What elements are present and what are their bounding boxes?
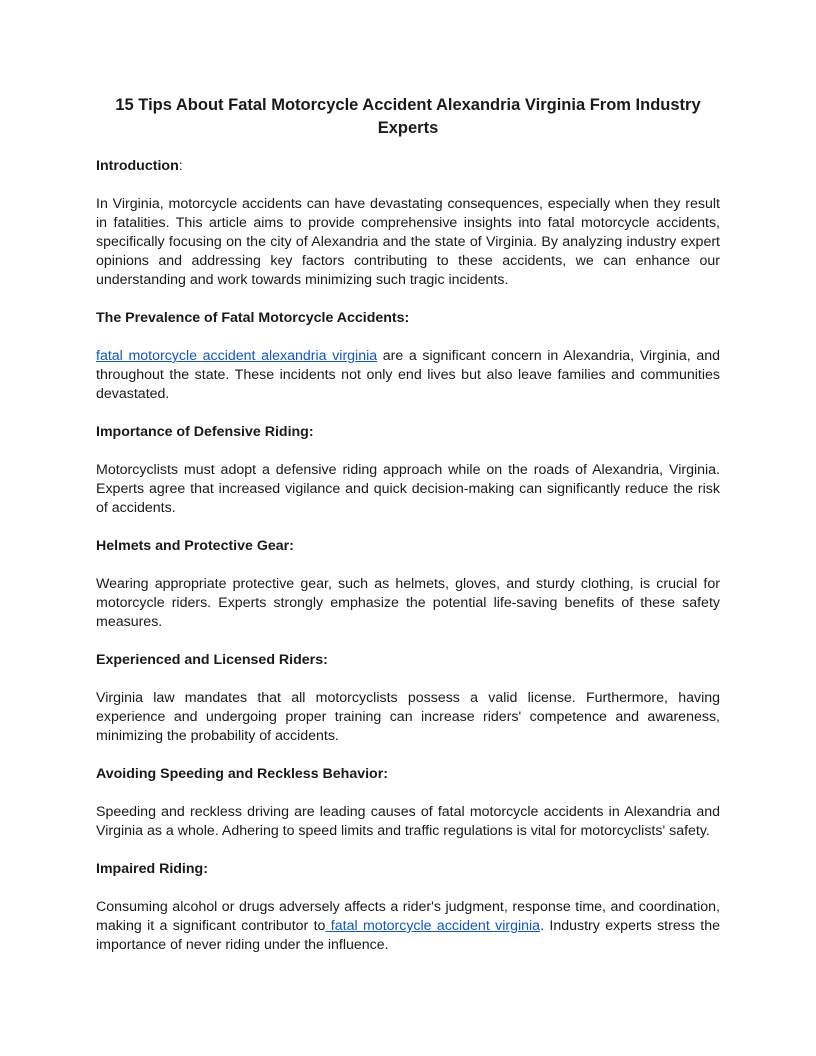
prevalence-paragraph — [96, 347, 720, 404]
section-heading-licensed-riders: Experienced and Licensed Riders: — [96, 652, 328, 668]
introduction-colon: : — [178, 158, 183, 174]
helmets-paragraph: Wearing appropriate protective gear, such as helmets, gloves, and sturdy clothing, is crucial for motorcycle riders. Experts strongly emphasize the potential life-saving benefits of these safety measures. — [96, 576, 720, 630]
document-title: 15 Tips About Fatal Motorcycle Accident Alexandria Virginia From Industry Experts — [115, 96, 701, 137]
section-heading-impaired-riding: Impaired Riding: — [96, 861, 208, 877]
impaired-paragraph-text-after: . Industry experts stress the importance of never riding under the influence. — [96, 918, 720, 953]
impaired-riding-paragraph — [96, 898, 720, 955]
section-heading-defensive-riding: Importance of Defensive Riding: — [96, 424, 314, 440]
defensive-riding-paragraph: Motorcyclists must adopt a defensive riding approach while on the roads of Alexandria, Virginia. Experts agree that increased vigilance and quick decision-making can significantly reduce the risk of accidents. — [96, 462, 720, 516]
introduction-paragraph: In Virginia, motorcycle accidents can have devastating consequences, especially when they result in fatalities. This article aims to provide comprehensive insights into fatal motorcycle accidents, specifically focusing on the city of Alexandria and the state of Virginia. By analyzing industry expert opinions and addressing key factors contributing to these accidents, we can enhance our understanding and work towards minimizing such tragic incidents. — [96, 196, 720, 288]
section-heading-speeding: Avoiding Speeding and Reckless Behavior: — [96, 766, 388, 782]
licensed-riders-paragraph: Virginia law mandates that all motorcyclists possess a valid license. Furthermore, having experience and undergoing proper training can increase riders' competence and awareness, minimizing the probability of accidents. — [96, 690, 720, 744]
impaired-paragraph-text-before: Consuming alcohol or drugs adversely affects a rider's judgment, response time, and coordination, making it a significant contributor to — [96, 899, 720, 934]
section-heading-helmets: Helmets and Protective Gear: — [96, 538, 294, 554]
section-heading-introduction — [96, 157, 720, 176]
fatal-accident-virginia-link[interactable]: fatal motorcycle accident virginia — [325, 918, 541, 934]
fatal-accident-alexandria-link[interactable]: fatal motorcycle accident alexandria virginia — [96, 348, 378, 364]
section-heading-prevalence: The Prevalence of Fatal Motorcycle Accidents: — [96, 310, 410, 326]
introduction-heading-text: Introduction — [96, 158, 179, 174]
prevalence-paragraph-text: are a significant concern in Alexandria, Virginia, and throughout the state. These incidents not only end lives but also leave families and communities devastated. — [96, 348, 720, 402]
speeding-paragraph: Speeding and reckless driving are leading causes of fatal motorcycle accidents in Alexandria and Virginia as a whole. Adhering to speed limits and traffic regulations is vital for motorcyclists' safety. — [96, 804, 720, 839]
